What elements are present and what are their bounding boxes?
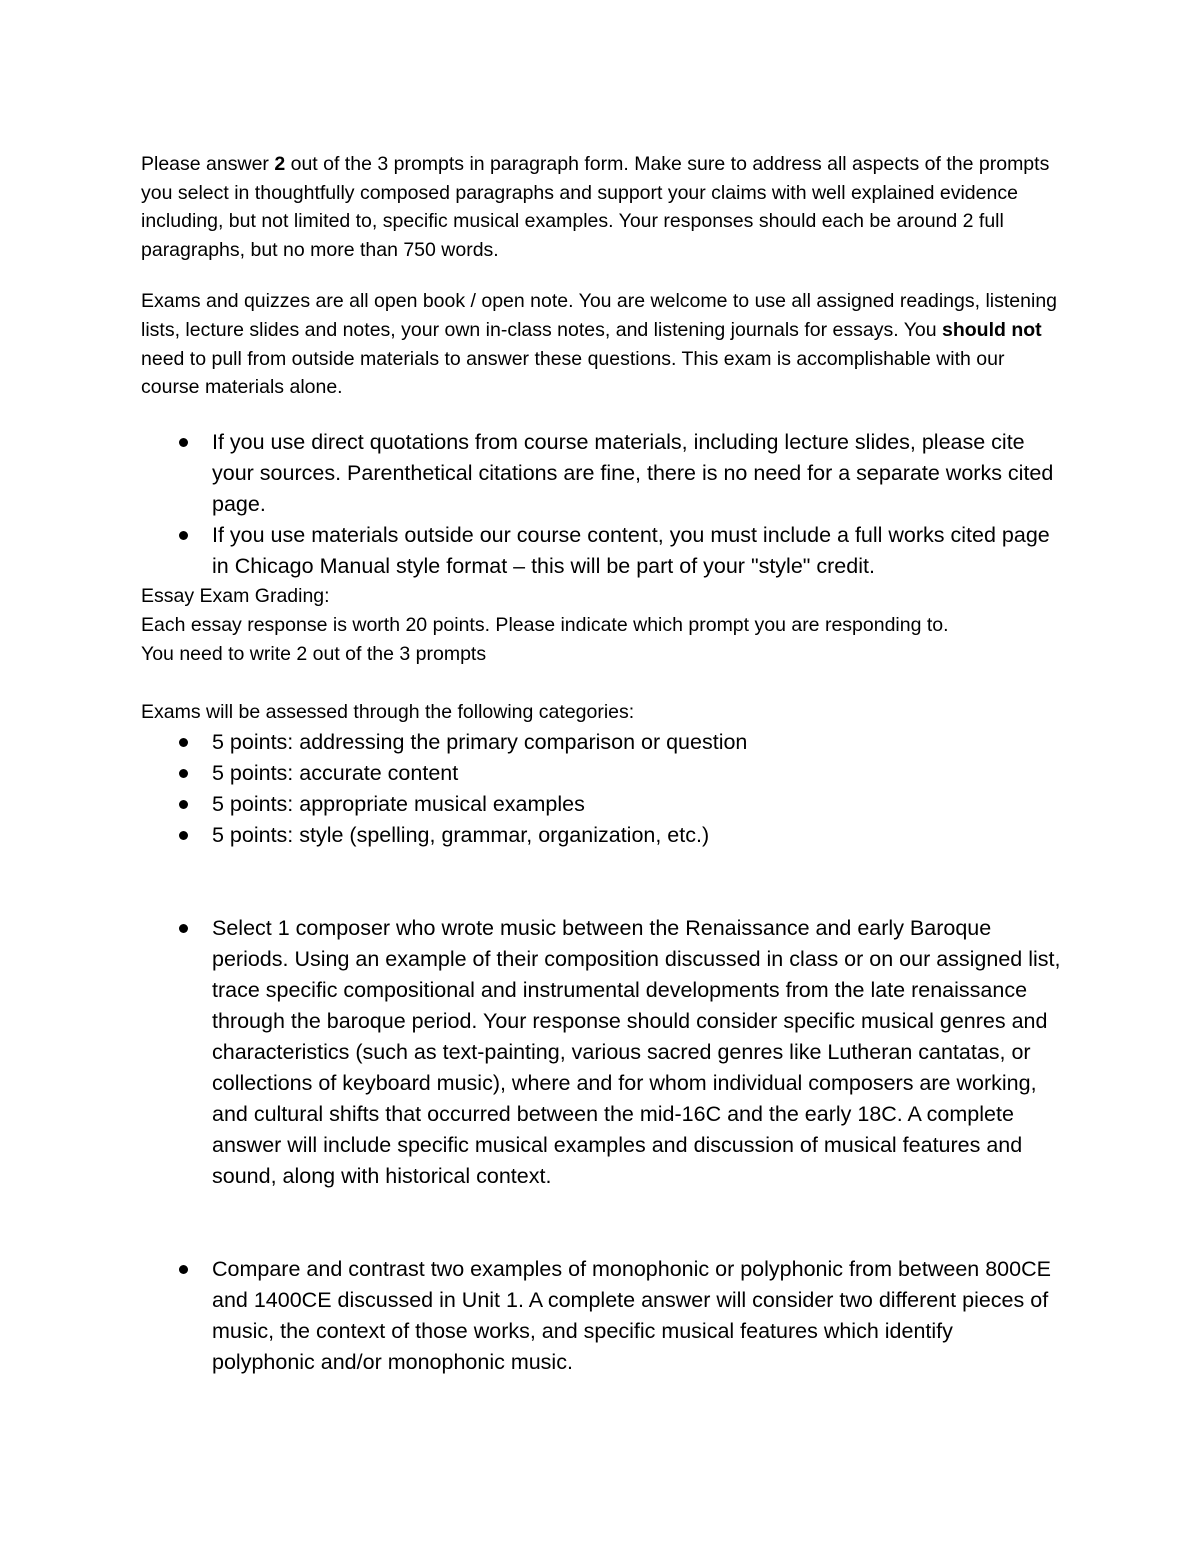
list-item: If you use materials outside our course content, you must include a full works cited page in Chicago Manual style format – this will be part of your "style" credit. (141, 520, 1061, 582)
bullet-icon (179, 738, 188, 747)
list-item: 5 points: accurate content (141, 758, 1061, 789)
prompt-list-1 (141, 913, 1061, 1192)
grading-heading: Essay Exam Grading: (141, 584, 330, 607)
prompt-item: Select 1 composer who wrote music between the Renaissance and early Baroque periods. Using an example of their composition discussed in class or on our assigned list, trace specific compositional and instrumental developments from the late renaissance through the baroque period. Your response should consider specific musical genres and characteristics (such as text-painting, various sacred genres like Lutheran cantatas, or collections of keyboard music), where and for whom individual composers are working, and cultural shifts that occurred between the mid-16C and the early 18C. A complete answer will include specific musical examples and discussion of musical features and sound, along with historical context. (141, 913, 1061, 1192)
instructions-paragraph: Please answer 2 out of the 3 prompts in paragraph form. Make sure to address all aspects of the prompts you select in thoughtfully composed paragraphs and support your claims with well explained evidence including, but not limited to, specific musical examples. Your responses should each be around 2 full paragraphs, but no more than 750 words. (141, 153, 1050, 261)
exam-document (141, 150, 1061, 1378)
open-book-paragraph: Exams and quizzes are all open book / open note. You are welcome to use all assigned readings, listening lists, lecture slides and notes, your own in-class notes, and listening journals for essays. You should not need to pull from outside materials to answer these questions. This exam is accomplishable with our course materials alone. (141, 290, 1058, 399)
bullet-icon (179, 438, 188, 447)
bullet-icon (179, 924, 188, 933)
grading-count-line: You need to write 2 out of the 3 prompts (141, 642, 487, 665)
bullet-icon (179, 769, 188, 778)
list-item: 5 points: addressing the primary comparison or question (141, 727, 1061, 758)
bullet-icon (179, 800, 188, 809)
bullet-icon (179, 531, 188, 540)
emphasis-should-not: should not (942, 318, 1042, 341)
prompt-item: Compare and contrast two examples of monophonic or polyphonic from between 800CE and 1400CE discussed in Unit 1. A complete answer will consider two different pieces of music, the context of those works, and specific musical features which identify polyphonic and/or monophonic music. (141, 1254, 1061, 1378)
list-item: If you use direct quotations from course materials, including lecture slides, please cite your sources. Parenthetical citations are fine, there is no need for a separate works cited page. (141, 427, 1061, 520)
list-item: 5 points: appropriate musical examples (141, 789, 1061, 820)
bullet-icon (179, 831, 188, 840)
bullet-icon (179, 1265, 188, 1274)
prompt-list-2 (141, 1254, 1061, 1378)
assessment-intro: Exams will be assessed through the following categories: (141, 700, 635, 723)
criteria-list (141, 727, 1061, 851)
list-item: 5 points: style (spelling, grammar, organization, etc.) (141, 820, 1061, 851)
citation-rules-list (141, 427, 1061, 582)
grading-points-line: Each essay response is worth 20 points. Please indicate which prompt you are responding to. (141, 613, 949, 636)
emphasis-number: 2 (274, 153, 286, 175)
